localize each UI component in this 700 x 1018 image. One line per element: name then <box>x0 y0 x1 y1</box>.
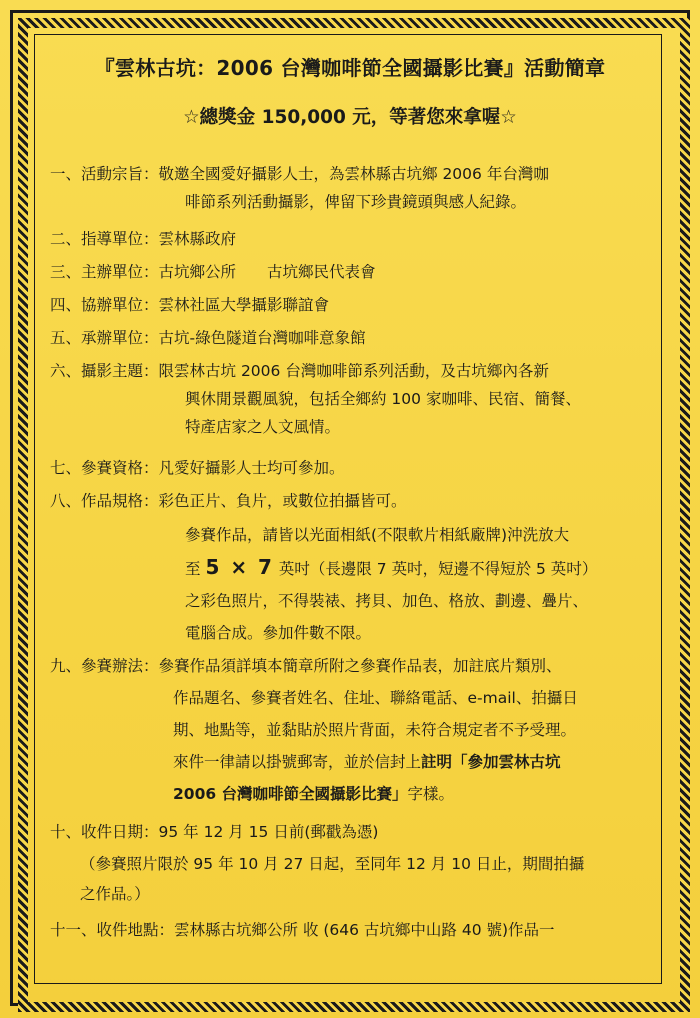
section-text: 古坑鄉公所 古坑鄉民代表會 <box>158 263 376 281</box>
section-text: 限雲林古坑 2006 台灣咖啡節系列活動，及古坑鄉內各新 <box>158 362 549 380</box>
section-co-organizer <box>50 291 662 319</box>
section-method <box>50 652 662 808</box>
photo-size: 5 × 7 <box>205 555 274 579</box>
section-label: 三、主辦單位： <box>50 263 159 281</box>
section-text: 期、地點等，並黏貼於照片背面，未符合規定者不予受理。 <box>173 721 577 739</box>
note-emphasis: 2006 台灣咖啡節全國攝影比賽」 <box>173 785 408 803</box>
prize-subtitle: ☆總獎金 150,000 元，等著您來拿喔☆ <box>183 107 517 128</box>
section-text: 興休閒景觀風貌，包括全鄉約 100 家咖啡、民宿、簡餐、 <box>185 390 581 408</box>
section-text: 彩色正片、負片，或數位拍攝皆可。 <box>158 492 407 510</box>
section-text: 特產店家之人文風情。 <box>185 418 341 436</box>
section-label: 四、協辦單位： <box>50 296 159 314</box>
section-label: 九、參賽辦法： <box>50 657 159 675</box>
section-deadline <box>50 818 662 908</box>
document-title: 『雲林古坑：2006 台灣咖啡節全國攝影比賽』活動簡章 <box>94 56 606 80</box>
mailing-note <box>50 748 662 776</box>
section-eligibility <box>50 454 662 482</box>
section-text: 古坑-綠色隧道台灣咖啡意象館 <box>158 329 366 347</box>
section-text: 參賽作品須詳填本簡章所附之參賽作品表，加註底片類別、 <box>158 657 562 675</box>
section-text: 之作品。） <box>80 885 150 903</box>
section-text: 敬邀全國愛好攝影人士，為雲林縣古坑鄉 2006 年台灣咖 <box>158 165 549 183</box>
section-purpose <box>50 160 662 216</box>
note-emphasis: 註明「參加雲林古坑 <box>421 753 561 771</box>
note-text: 來件一律請以掛號郵寄，並於信封上 <box>173 753 422 771</box>
section-text: 95 年 12 月 15 日前(郵戳為憑) <box>158 823 379 841</box>
section-advisor <box>50 225 662 253</box>
section-label: 二、指導單位： <box>50 230 159 248</box>
section-label: 五、承辦單位： <box>50 329 159 347</box>
section-text: 電腦合成。參加件數不限。 <box>185 624 372 642</box>
section-label: 六、攝影主題： <box>50 362 159 380</box>
section-text: 凡愛好攝影人士均可參加。 <box>158 459 345 477</box>
section-label: 七、參賽資格： <box>50 459 159 477</box>
mailing-note-cont <box>50 780 662 808</box>
note-text: 字樣。 <box>407 785 455 803</box>
size-suffix: 英吋（長邊限 7 英吋，短邊不得短於 5 英吋） <box>273 560 598 578</box>
section-text: 雲林縣古坑鄉公所 收 (646 古坑鄉中山路 40 號)作品一 <box>174 921 555 939</box>
photo-size-line <box>50 553 662 583</box>
section-label: 八、作品規格： <box>50 492 159 510</box>
section-text: 雲林社區大學攝影聯誼會 <box>158 296 330 314</box>
section-label: 十一、收件地點： <box>50 921 175 939</box>
section-executor <box>50 324 662 352</box>
section-specs <box>50 487 662 647</box>
section-text: （參賽照片限於 95 年 10 月 27 日起，至同年 12 月 10 日止，期間拍攝 <box>80 855 585 873</box>
size-prefix: 至 <box>185 560 206 578</box>
section-text: 雲林縣政府 <box>158 230 237 248</box>
section-label: 一、活動宗旨： <box>50 165 159 183</box>
section-organizer <box>50 258 662 286</box>
section-text: 參賽作品，請皆以光面相紙(不限軟片相紙廠牌)沖洗放大 <box>185 526 570 544</box>
section-text: 之彩色照片，不得裝裱、拷貝、加色、格放、劃邊、疊片、 <box>185 592 589 610</box>
section-theme <box>50 357 662 441</box>
section-address <box>50 916 662 944</box>
section-text: 作品題名、參賽者姓名、住址、聯絡電話、e-mail、拍攝日 <box>173 689 578 707</box>
section-label: 十、收件日期： <box>50 823 159 841</box>
section-text: 啡節系列活動攝影，俾留下珍貴鏡頭與感人紀錄。 <box>185 193 527 211</box>
